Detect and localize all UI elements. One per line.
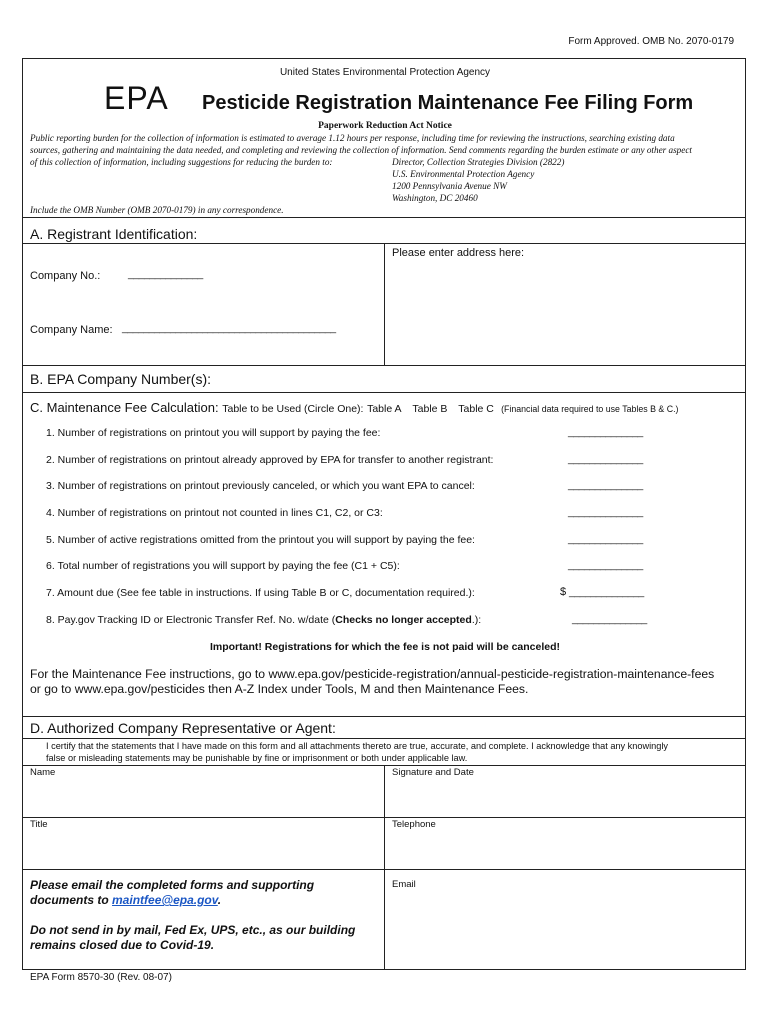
email-input[interactable] [386,892,744,968]
checks-note: Checks no longer accepted [335,614,472,626]
name-input[interactable] [24,780,382,815]
agency-name: United States Environmental Protection Agency [279,67,491,78]
address-input[interactable] [386,262,744,362]
address-line-3: 1200 Pennsylvania Avenue NW [392,181,507,191]
company-no-input[interactable]: ______________ [128,268,203,280]
section-c-heading: C. Maintenance Fee Calculation: [30,400,219,415]
certify-line-1: I certify that the statements that I have made on this form and all attachments thereto are true, accurate, and complete. I acknowledge that any knowingly [46,741,669,751]
form-id: EPA Form 8570-30 (Rev. 08-07) [30,972,172,983]
paperwork-heading: Paperwork Reduction Act Notice [318,121,452,131]
company-no-label: Company No.: [30,270,101,282]
telephone-label: Telephone [392,819,436,830]
fee-line-8-label [46,614,481,626]
instructions-line-1: For the Maintenance Fee instructions, go to www.epa.gov/pesticide-registration/annual-pesticide-registration-maintenance-fees [30,667,715,681]
table-b-option[interactable]: Table B [412,403,448,415]
section-b-title: B. EPA Company Number(s): [30,371,212,387]
fee-line-1-label: 1. Number of registrations on printout you will support by paying the fee: [46,427,381,439]
fee-line-6-input[interactable]: ______________ [568,559,643,571]
address-label: Please enter address here: [392,247,525,259]
fee-line-8-end: .): [471,614,482,626]
table-prompt: Table to be Used (Circle One): [222,403,364,415]
mail-note-line-1: Do not send in by mail, Fed Ex, UPS, etc., as our building [30,923,356,937]
fee-line-4-input[interactable]: ______________ [568,506,643,518]
form-title: Pesticide Registration Maintenance Fee Filing Form [202,92,694,114]
email-note-prefix: documents to [30,893,113,907]
fee-line-1-input[interactable]: ______________ [568,426,643,438]
telephone-input[interactable] [386,832,744,867]
title-label: Title [30,819,48,830]
certify-line-2: false or misleading statements may be punishable by fine or imprisonment or both under applicable law. [46,753,468,763]
table-note: (Financial data required to use Tables B & C.) [501,404,679,414]
name-label: Name [30,767,56,778]
fee-line-8-text: 8. Pay.gov Tracking ID or Electronic Transfer Ref. No. w/date ( [46,614,336,626]
section-c-title [30,400,678,415]
important-notice: Important! Registrations for which the fee is not paid will be canceled! [209,641,561,653]
email-note-period: . [217,893,222,907]
fee-line-2-input[interactable]: ______________ [568,453,643,465]
table-a-option[interactable]: Table A [367,403,402,415]
omb-include-note: Include the OMB Number (OMB 2070-0179) in any correspondence. [30,205,284,215]
signature-label: Signature and Date [392,767,474,778]
fee-line-8-input[interactable]: ______________ [572,613,647,625]
fee-line-7-label: 7. Amount due (See fee table in instructions. If using Table B or C, documentation required.): [46,587,475,599]
section-d-title: D. Authorized Company Representative or Agent: [30,720,336,736]
fee-line-6-label: 6. Total number of registrations you will support by paying the fee (C1 + C5): [46,560,400,572]
email-note-line-2 [30,893,221,907]
paperwork-text-line3: of this collection of information, including suggestions for reducing the burden to: [30,157,333,167]
paperwork-text-line1: Public reporting burden for the collection of information is estimated to average 1.12 hours per response, including time for reviewing the instructions, searching existing data [30,133,675,143]
fee-line-3-input[interactable]: ______________ [568,479,643,491]
signature-input[interactable] [386,780,744,815]
address-line-1: Director, Collection Strategies Division (2822) [392,157,565,167]
table-c-option[interactable]: Table C [458,403,494,415]
instructions-line-2: or go to www.epa.gov/pesticides then A-Z Index under Tools, M and then Maintenance Fees. [30,682,529,696]
epa-logo: EPA [104,80,169,116]
mail-note-line-2: remains closed due to Covid-19. [30,938,215,952]
email-label: Email [392,879,416,890]
section-a-title: A. Registrant Identification: [30,226,198,242]
title-input[interactable] [24,832,382,867]
email-note-line-1: Please email the completed forms and supporting [30,878,315,892]
company-name-input[interactable]: ________________________________________ [122,322,336,334]
fee-line-4-label: 4. Number of registrations on printout not counted in lines C1, C2, or C3: [46,507,383,519]
fee-line-7-input[interactable]: ______________ [569,586,644,598]
omb-number: Form Approved. OMB No. 2070-0179 [568,36,734,47]
paperwork-text-line2: sources, gathering and maintaining the data needed, and completing and reviewing the collection of information. Send comments regarding the burden estimate or any other aspect [30,145,692,155]
maintfee-email-link[interactable]: maintfee@epa.gov [112,893,218,907]
fee-line-3-label: 3. Number of registrations on printout previously canceled, or which you want EPA to cancel: [46,480,475,492]
address-line-2: U.S. Environmental Protection Agency [392,169,535,179]
fee-line-5-label: 5. Number of active registrations omitted from the printout you will support by paying the fee: [46,534,475,546]
fee-line-5-input[interactable]: ______________ [568,533,643,545]
address-line-4: Washington, DC 20460 [392,193,478,203]
dollar-sign: $ [560,586,567,598]
company-name-label: Company Name: [30,324,113,336]
fee-line-2-label: 2. Number of registrations on printout already approved by EPA for transfer to another registrant: [46,454,494,466]
